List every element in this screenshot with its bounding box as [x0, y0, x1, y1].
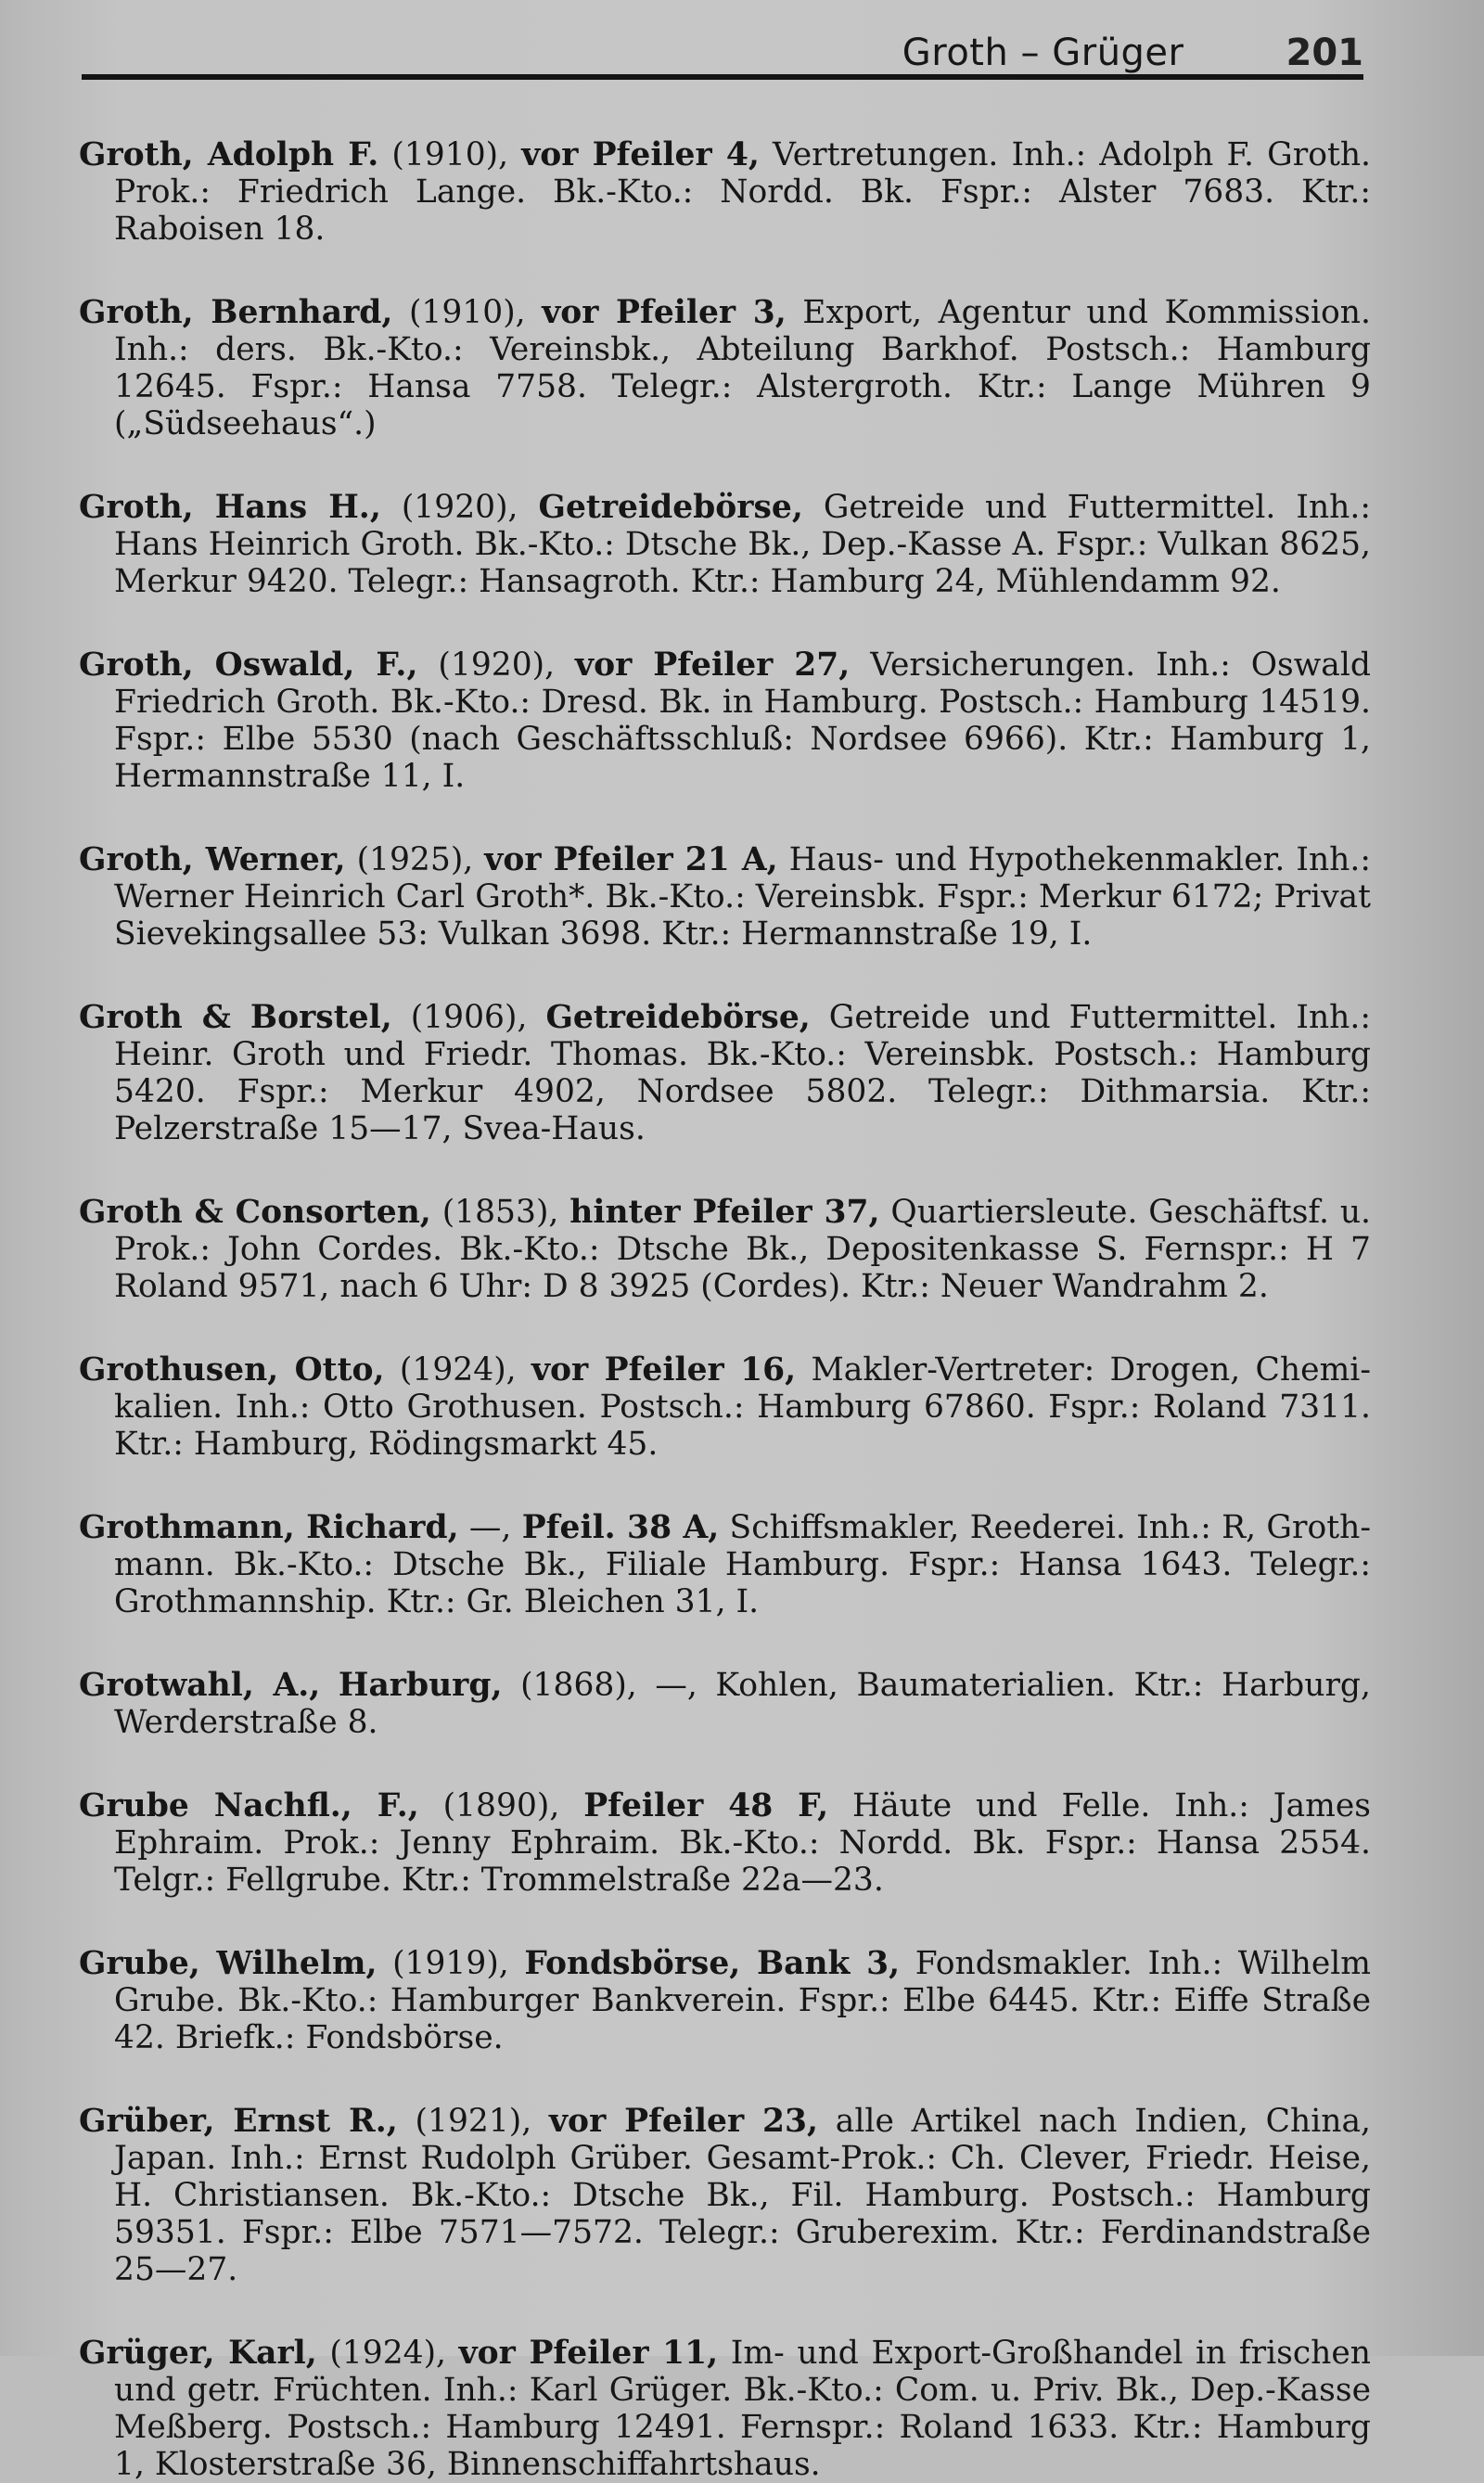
- entry-location: hinter Pfeiler 37,: [569, 1193, 880, 1231]
- entry-founded: (1924),: [384, 1350, 531, 1389]
- entry-name: Grothmann, Richard,: [79, 1508, 459, 1546]
- entry-name: Grube Nachfl., F.,: [79, 1786, 419, 1824]
- entry-founded: (1906),: [391, 998, 546, 1036]
- entry-founded: (1925),: [345, 840, 485, 878]
- entry-location: vor Pfeiler 21 A,: [484, 840, 778, 878]
- entry-founded: (1920),: [380, 488, 539, 526]
- directory-entry: [79, 489, 1371, 600]
- directory-entry: [79, 1509, 1371, 1620]
- entry-name: Groth, Hans H.,: [79, 488, 381, 526]
- entry-name: Grüger, Karl,: [79, 2334, 317, 2372]
- entry-location: Harburg,: [338, 1666, 503, 1704]
- directory-entry: [79, 2103, 1371, 2288]
- entry-details: Getreide und Futtermittel. Inh.: Heinr. Groth und Friedr. Thomas. Bk.-Kto.: Vereinsbk. Postsch.: Hamburg 5420. Fspr.: Merkur 4902, Nordsee 5802. Telegr.: Dithmarsia. Ktr.: Pelzerstraße 15—17, Svea-Haus.: [114, 998, 1371, 1147]
- entry-name: Grüber, Ernst R.,: [79, 2102, 398, 2140]
- entry-details: Getreide und Futtermittel. Inh.: Hans Heinrich Groth. Bk.-Kto.: Dtsche Bk., Dep.-Kasse A. Fspr.: Vulkan 8625, Merkur 9420. Telegr.: Hansagroth. Ktr.: Hamburg 24, Mühlendamm 92.: [114, 488, 1371, 600]
- entry-founded: (1921),: [397, 2102, 550, 2140]
- entry-location: vor Pfeiler 23,: [549, 2102, 819, 2140]
- header-rule: [82, 74, 1363, 80]
- entry-name: Groth, Oswald, F.,: [79, 646, 418, 684]
- entry-name: Grotwahl, A.,: [79, 1666, 321, 1704]
- entry-location: vor Pfeiler 11,: [458, 2334, 719, 2372]
- entry-details: Im- und Export-Großhandel in frischen und getr. Früchten. Inh.: Karl Grüger. Bk.-Kto.: Com. u. Priv. Bk., Dep.-Kasse Meßberg. Postsch.: Hamburg 12491. Fernspr.: Roland 1633. Ktr.: Hamburg 1, Klosterstraße 36, Binnenschiffahrtshaus.: [114, 2334, 1371, 2483]
- directory-entry: [79, 841, 1371, 953]
- directory-entry: [79, 646, 1371, 795]
- entry-details: Schiffsmakler, Reederei. Inh.: R, Grothmann. Bk.-Kto.: Dtsche Bk., Filiale Hamburg. Fspr.: Hansa 1643. Telegr.: Grothmannship. Ktr.: Gr. Bleichen 31, I.: [114, 1508, 1371, 1620]
- entry-name: Groth, Werner,: [79, 840, 346, 878]
- entry-founded: —,: [458, 1508, 522, 1546]
- entry-location: Pfeil. 38 A,: [521, 1508, 720, 1546]
- directory-entry: [79, 1194, 1371, 1305]
- entry-details: Export, Agentur und Kommission. Inh.: ders. Bk.-Kto.: Vereinsbk., Abteilung Barkhof. Postsch.: Hamburg 12645. Fspr.: Hansa 7758. Telegr.: Alstergroth. Ktr.: Lange Mühren 9 („Südseehaus“.): [114, 293, 1371, 442]
- entry-founded: [320, 1667, 339, 1704]
- directory-entry: [79, 1667, 1371, 1741]
- entry-details: Häute und Felle. Inh.: James Ephraim. Prok.: Jenny Ephraim. Bk.-Kto.: Nordd. Bk. Fspr.: Hansa 2554. Telgr.: Fellgrube. Ktr.: Trommelstraße 22a—23.: [114, 1786, 1372, 1899]
- directory-entry: [79, 1787, 1371, 1899]
- entry-name: Grube, Wilhelm,: [79, 1944, 377, 1982]
- entry-details: alle Artikel nach Indien, China, Japan. Inh.: Ernst Rudolph Grüber. Gesamt-Prok.: Ch. Clever, Friedr. Heise, H. Christiansen. Bk.-Kto.: Dtsche Bk., Fil. Hamburg. Postsch.: Hamburg 59351. Fspr.: Elbe 7571—7572. Telegr.: Gruberexim. Ktr.: Ferdinandstraße 25—27.: [114, 2102, 1371, 2288]
- entry-location: vor Pfeiler 3,: [542, 293, 787, 331]
- entry-details: (1868), —, Kohlen, Baumaterialien. Ktr.: Harburg, Werderstraße 8.: [114, 1666, 1371, 1741]
- entry-location: Pfeiler 48 F,: [583, 1786, 829, 1824]
- entry-details: Fondsmakler. Inh.: Wilhelm Grube. Bk.-Kto.: Hamburger Bankverein. Fspr.: Elbe 6445. Ktr.: Eiffe Straße 42. Briefk.: Fondsbörse.: [114, 1944, 1372, 2056]
- entry-name: Groth, Bernhard,: [79, 293, 393, 331]
- entry-founded: (1853),: [430, 1193, 570, 1231]
- entry-name: Groth & Borstel,: [79, 998, 392, 1036]
- entry-founded: (1924),: [316, 2334, 459, 2372]
- running-title: Groth – Grüger: [902, 32, 1184, 74]
- entry-location: Getreidebörse,: [538, 488, 803, 526]
- entry-name: Groth, Adolph F.: [79, 135, 379, 173]
- entry-location: vor Pfeiler 4,: [521, 135, 760, 173]
- entry-founded: (1910),: [378, 135, 522, 173]
- entry-founded: (1919),: [377, 1944, 525, 1982]
- directory-entry: [79, 294, 1371, 442]
- entry-details: Versicherungen. Inh.: Oswald Friedrich Groth. Bk.-Kto.: Dresd. Bk. in Hamburg. Postsch.: Hamburg 14519. Fspr.: Elbe 5530 (nach Geschäftsschluß: Nordsee 6966). Ktr.: Hamburg 1, Hermannstraße 11, I.: [114, 646, 1371, 795]
- entry-details: Quartiersleute. Geschäftsf. u. Prok.: John Cordes. Bk.-Kto.: Dtsche Bk., Depositenkasse S. Fernspr.: H 7 Roland 9571, nach 6 Uhr: D 8 3925 (Cordes). Ktr.: Neuer Wandrahm 2.: [114, 1193, 1372, 1305]
- directory-entry: [79, 999, 1371, 1147]
- directory-entry: [79, 2335, 1371, 2483]
- entry-location: vor Pfeiler 16,: [531, 1350, 797, 1389]
- entry-location: vor Pfeiler 27,: [575, 646, 851, 684]
- directory-entry: [79, 1945, 1371, 2056]
- page-number: 201: [1286, 32, 1363, 74]
- entry-details: Haus- und Hypothekenmakler. Inh.: Werner Heinrich Carl Groth*. Bk.-Kto.: Vereinsbk. Fspr.: Merkur 6172; Privat Sievekingsallee 53: Vulkan 3698. Ktr.: Hermannstraße 19, I.: [114, 840, 1371, 953]
- running-header: [82, 20, 1363, 74]
- entries-list: [79, 104, 1371, 2483]
- entry-details: Makler-Vertreter: Drogen, Chemikalien. Inh.: Otto Grothusen. Postsch.: Hamburg 67860. Fspr.: Roland 7311. Ktr.: Hamburg, Rödingsmarkt 45.: [114, 1350, 1371, 1463]
- entry-founded: (1920),: [417, 646, 576, 684]
- entry-location: Fondsbörse, Bank 3,: [524, 1944, 901, 1982]
- entry-details: Vertretungen. Inh.: Adolph F. Groth. Prok.: Friedrich Lange. Bk.-Kto.: Nordd. Bk. Fspr.: Alster 7683. Ktr.: Raboisen 18.: [114, 135, 1372, 248]
- entry-founded: (1890),: [418, 1786, 584, 1824]
- directory-entry: [79, 1351, 1371, 1463]
- entry-location: Getreidebörse,: [545, 998, 811, 1036]
- entry-name: Grothusen, Otto,: [79, 1350, 385, 1389]
- entry-founded: (1910),: [392, 293, 543, 331]
- directory-entry: [79, 136, 1371, 248]
- entry-name: Groth & Consorten,: [79, 1193, 431, 1231]
